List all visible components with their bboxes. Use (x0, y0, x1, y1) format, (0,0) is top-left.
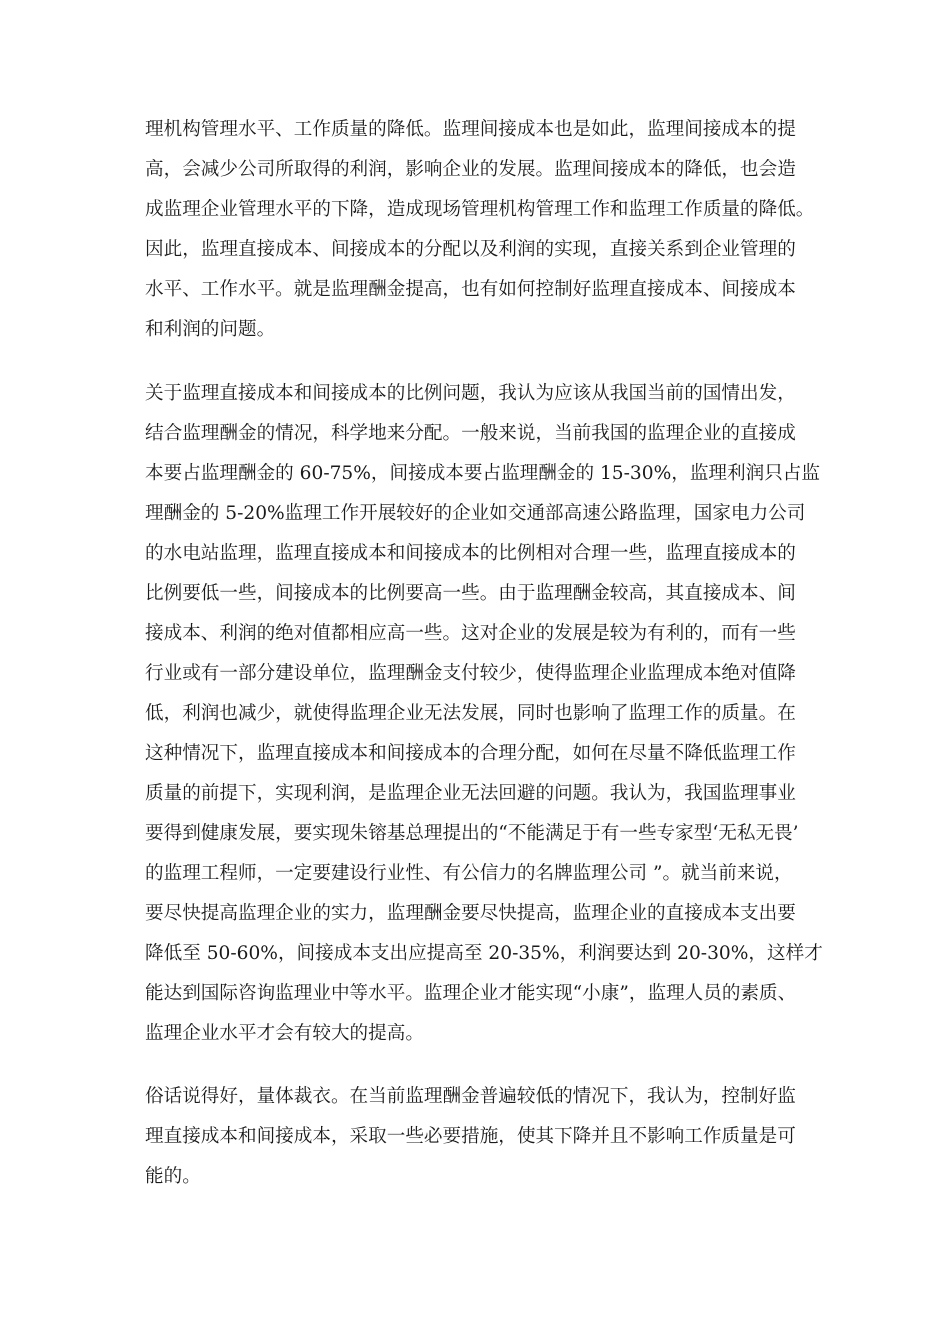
paragraph-line: 接成本、利润的绝对值都相应高一些。这对企业的发展是较为有利的，而有一些 (145, 623, 796, 644)
paragraph-line: 监理企业水平才会有较大的提高。 (145, 1023, 424, 1044)
paragraph-line: 水平、工作水平。就是监理酬金提高，也有如何控制好监理直接成本、间接成本 (145, 279, 796, 300)
paragraph-line: 低，利润也减少，就使得监理企业无法发展，同时也影响了监理工作的质量。在 (145, 703, 796, 724)
paragraph-line: 降低至 50-60%，间接成本支出应提高至 20-35%，利润要达到 20-30%，这样才 (145, 943, 823, 964)
paragraph-line: 俗话说得好，量体裁衣。在当前监理酬金普遍较低的情况下，我认为，控制好监 (145, 1086, 796, 1107)
paragraph-line: 比例要低一些，间接成本的比例要高一些。由于监理酬金较高，其直接成本、间 (145, 583, 796, 604)
paragraph-line: 理机构管理水平、工作质量的降低。监理间接成本也是如此，监理间接成本的提 (145, 119, 796, 140)
paragraph-line: 要得到健康发展，要实现朱镕基总理提出的“不能满足于有一些专家型‘无私无畏’ (145, 823, 799, 844)
paragraph-line: 理直接成本和间接成本，采取一些必要措施，使其下降并且不影响工作质量是可 (145, 1126, 796, 1147)
paragraph-line: 的监理工程师，一定要建设行业性、有公信力的名牌监理公司 ”。就当前来说， (145, 863, 793, 884)
paragraph-line: 和利润的问题。 (145, 319, 276, 340)
paragraph-line: 结合监理酬金的情况，科学地来分配。一般来说，当前我国的监理企业的直接成 (145, 423, 796, 444)
paragraph-line: 因此，监理直接成本、间接成本的分配以及利润的实现，直接关系到企业管理的 (145, 239, 796, 260)
paragraph-line: 成监理企业管理水平的下降，造成现场管理机构管理工作和监理工作质量的降低。 (145, 199, 815, 220)
paragraph-line: 行业或有一部分建设单位，监理酬金支付较少，使得监理企业监理成本绝对值降 (145, 663, 796, 684)
paragraph-line: 关于监理直接成本和间接成本的比例问题，我认为应该从我国当前的国情出发， (145, 383, 796, 404)
paragraph-line: 这种情况下，监理直接成本和间接成本的合理分配，如何在尽量不降低监理工作 (145, 743, 796, 764)
paragraph-line: 高，会减少公司所取得的利润，影响企业的发展。监理间接成本的降低，也会造 (145, 159, 796, 180)
paragraph-line: 的水电站监理，监理直接成本和间接成本的比例相对合理一些，监理直接成本的 (145, 543, 796, 564)
paragraph-line: 质量的前提下，实现利润，是监理企业无法回避的问题。我认为，我国监理事业 (145, 783, 796, 804)
paragraph-line: 本要占监理酬金的 60-75%，间接成本要占监理酬金的 15-30%，监理利润只占监 (145, 463, 820, 484)
paragraph-line: 理酬金的 5-20%监理工作开展较好的企业如交通部高速公路监理，国家电力公司 (145, 503, 806, 524)
paragraph-line: 要尽快提高监理企业的实力，监理酬金要尽快提高，监理企业的直接成本支出要 (145, 903, 796, 924)
paragraph-line: 能的。 (145, 1166, 201, 1187)
paragraph-line: 能达到国际咨询监理业中等水平。监理企业才能实现“小康”，监理人员的素质、 (145, 983, 797, 1004)
